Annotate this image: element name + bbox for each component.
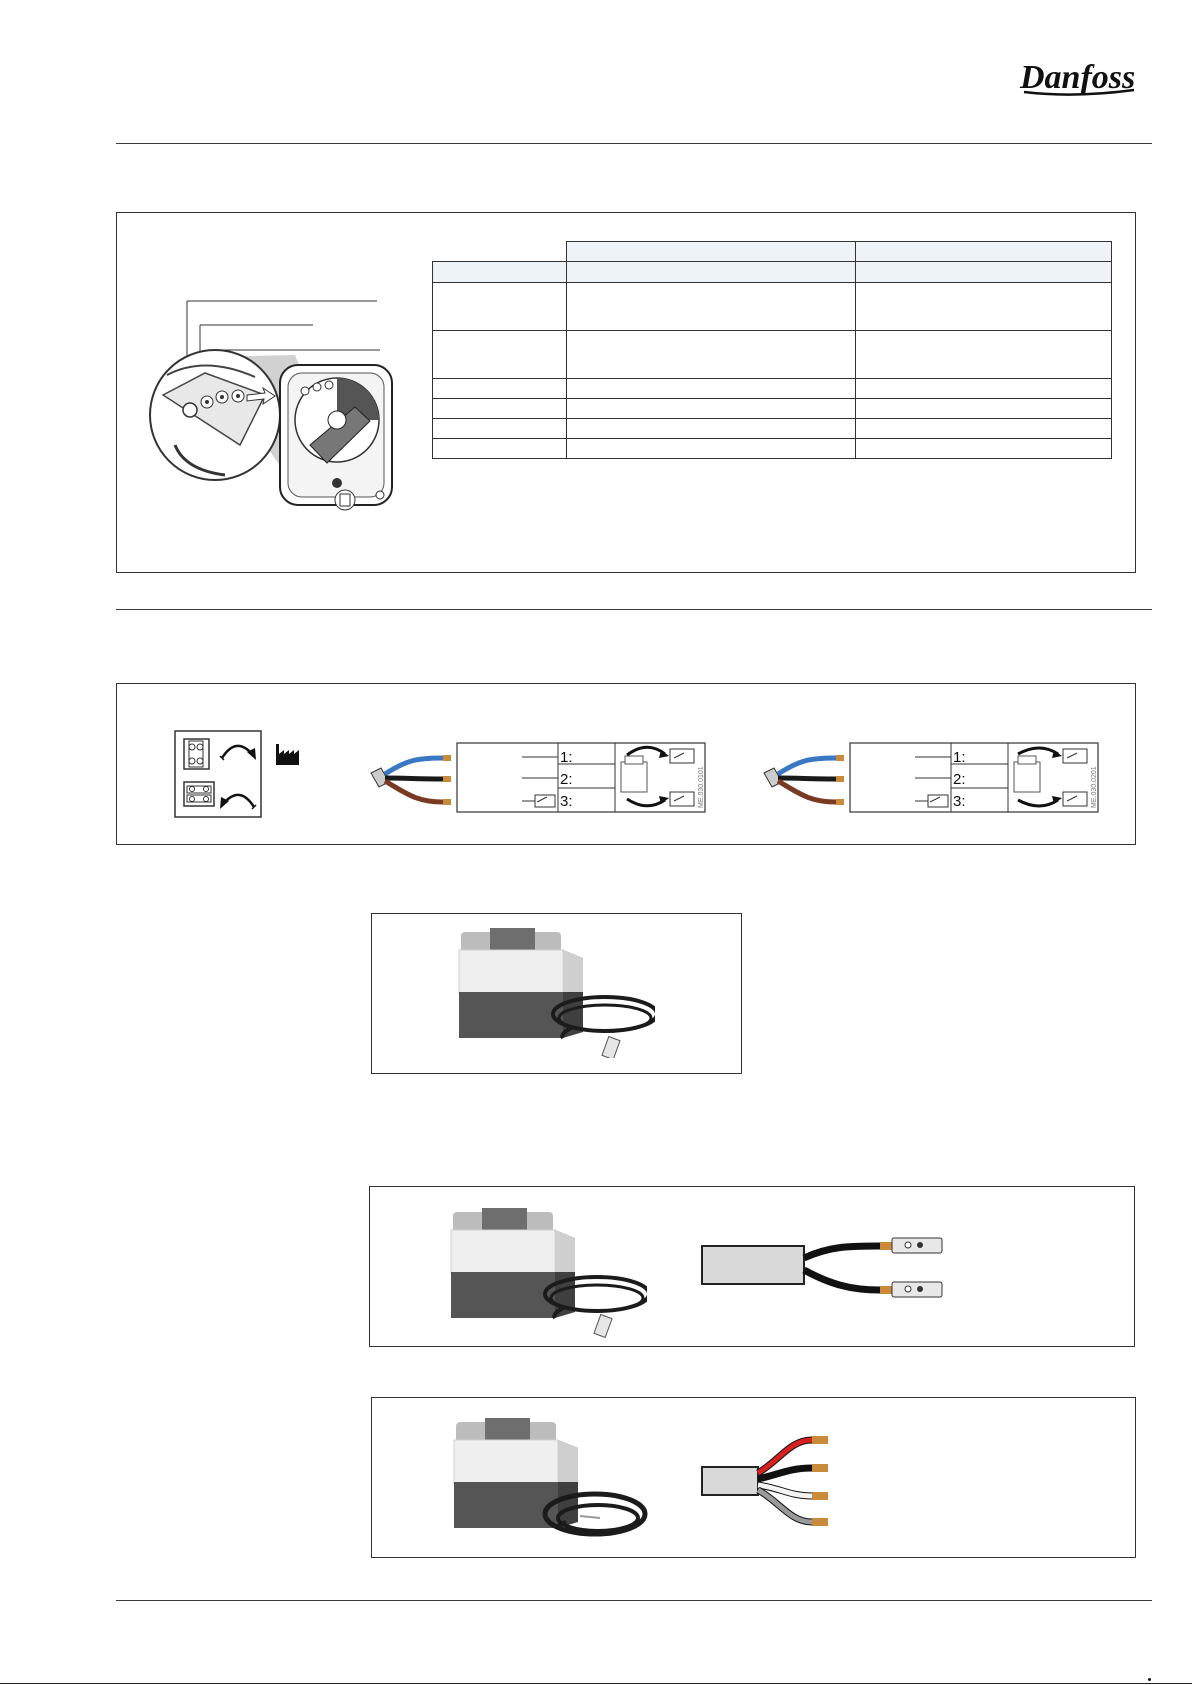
table-cell <box>856 439 1112 459</box>
cable-connector-icon <box>700 1236 945 1306</box>
table-cell <box>433 283 567 331</box>
cable-4-wire-icon <box>700 1430 835 1530</box>
terminal-label: 3: <box>560 793 573 810</box>
corner-mark <box>1148 1678 1151 1681</box>
logo-text: Danfoss <box>1020 59 1136 96</box>
diagram-code: ME.030.0201 <box>1091 766 1098 808</box>
wiring-diagram-b <box>760 742 1100 814</box>
table-cell <box>567 283 856 331</box>
table-subheader-row <box>433 262 1112 283</box>
table-row <box>433 399 1112 419</box>
actuator-photo <box>445 928 655 1058</box>
table-cell <box>433 399 567 419</box>
footer-rule <box>116 1600 1152 1601</box>
terminal-label: 1: <box>560 749 573 766</box>
table-cell <box>856 419 1112 439</box>
rotation-ccw-icon <box>218 783 258 813</box>
table-cell <box>433 331 567 379</box>
wiring-diagram-a <box>367 742 707 814</box>
table-cell <box>856 399 1112 419</box>
table-row <box>433 379 1112 399</box>
table-subheader-cell <box>567 262 856 283</box>
diagram-code: ME.030.0101 <box>698 766 705 808</box>
actuator-photo <box>440 1418 650 1548</box>
table-header-row <box>433 242 1112 262</box>
table-header-cell <box>856 242 1112 262</box>
table-row <box>433 331 1112 379</box>
table-cell <box>433 439 567 459</box>
actuator-detail-illustration <box>145 295 415 520</box>
bottom-edge-rule <box>0 1683 1192 1684</box>
table-subheader-cell <box>433 262 567 283</box>
table-cell <box>567 419 856 439</box>
actuator-photo <box>437 1208 647 1338</box>
factory-icon <box>275 742 301 766</box>
table-cell <box>433 379 567 399</box>
table-row <box>433 283 1112 331</box>
terminal-label: 2: <box>560 771 573 788</box>
terminal-label: 1: <box>953 749 966 766</box>
table-cell <box>856 379 1112 399</box>
spec-table <box>432 241 1112 459</box>
table-cell <box>567 379 856 399</box>
table-cell <box>567 439 856 459</box>
table-row <box>433 419 1112 439</box>
table-row <box>433 439 1112 459</box>
danfoss-logo-icon <box>1014 52 1142 104</box>
header-rule <box>116 143 1152 144</box>
rotation-cw-icon <box>218 734 258 764</box>
table-header-cell <box>567 242 856 262</box>
table-cell <box>567 399 856 419</box>
table-cell <box>856 283 1112 331</box>
terminal-label: 3: <box>953 793 966 810</box>
section-rule <box>116 609 1152 610</box>
table-header-cell <box>433 242 567 262</box>
table-cell <box>567 331 856 379</box>
table-cell <box>856 331 1112 379</box>
table-subheader-cell <box>856 262 1112 283</box>
table-cell <box>433 419 567 439</box>
terminal-label: 2: <box>953 771 966 788</box>
